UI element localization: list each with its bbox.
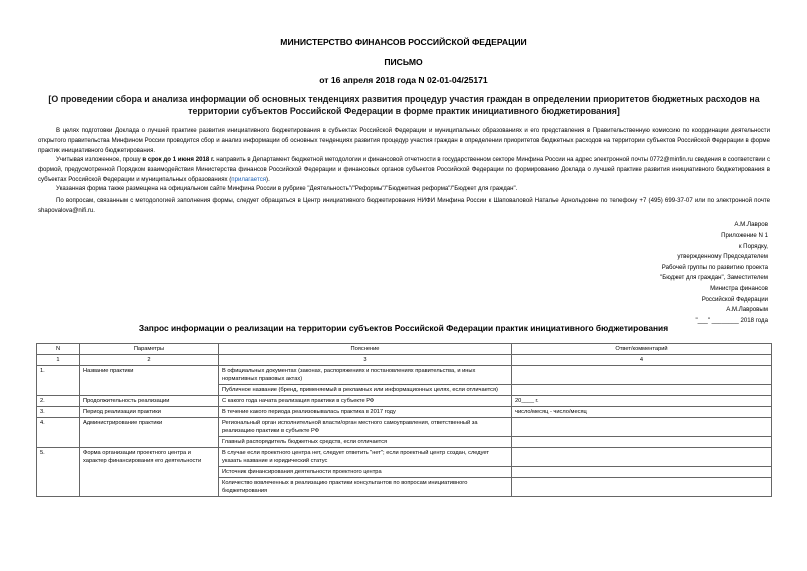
appendix-line: Российской Федерации [701, 295, 768, 303]
row-number: 3. [37, 407, 80, 418]
row-number: 2. [37, 396, 80, 407]
row-explanation: В случае если проектного центра нет, следует ответить "нет"; если проектный центр создан, следует указать название и юридический статус [219, 448, 512, 467]
paragraph-2 [38, 155, 770, 185]
row-explanation: Публичное название (бренд, применяемый в рекламных или информационных целях, если отличается) [219, 385, 512, 396]
information-request-table [36, 343, 772, 497]
appendix-line: Приложение N 1 [721, 232, 768, 239]
letter-subject: [О проведении сбора и анализа информации об основных тенденциях развития процедур участия граждан в определении приоритетов бюджетных расходов на территории субъектов Российской Федерации в форме практик инициативного бюджетирования] [48, 94, 760, 116]
row-answer [512, 467, 772, 478]
row-explanation: Источник финансирования деятельности проектного центра [219, 467, 512, 478]
row-answer [512, 385, 772, 396]
column-number-row [37, 355, 772, 366]
column-number: 4 [512, 355, 772, 366]
deadline-text: в срок до 1 июня 2018 г. [142, 156, 215, 163]
table-row [37, 366, 772, 385]
row-answer [512, 478, 772, 497]
appendix-block [598, 231, 768, 326]
appendix-line: к Порядку, [738, 242, 768, 250]
row-explanation: В официальных документах (законах, распоряжениях и постановлениях правительства, и иных нормативных правовых актах) [219, 366, 512, 385]
appendix-line: "Бюджет для граждан", Заместителем [660, 274, 768, 282]
paragraph-3: Указанная форма также размещена на официальном сайте Минфина России в рубрике "Деятельность"/"Реформы"/"Бюджетная реформа"/"Бюджет для граждан". [56, 185, 518, 192]
row-answer: число/месяц - число/месяц [512, 407, 772, 418]
ministry-heading: МИНИСТЕРСТВО ФИНАНСОВ РОССИЙСКОЙ ФЕДЕРАЦИИ [280, 37, 527, 47]
row-parameter: Администрирование практики [80, 418, 219, 448]
column-number: 1 [37, 355, 80, 366]
column-number: 3 [219, 355, 512, 366]
paragraph-4: По вопросам, связанным с методологией заполнения формы, следует обращаться в Центр инициативного бюджетирования НИФИ Минфина России к Шаповаловой Наталье Арнольдовне по телефону +7 (495) 699-37-07 или по электронной почте shapovalova@nifi.ru. [38, 197, 770, 214]
table-header-row [37, 344, 772, 355]
row-explanation: Региональный орган исполнительной власти/орган местного самоуправления, ответственный за реализацию практики в субъекте РФ [219, 418, 512, 437]
row-parameter: Форма организации проектного центра и характер финансирования его деятельности [80, 448, 219, 497]
column-header: Пояснение [219, 344, 512, 355]
paragraph-2-middle: направить в Департамент бюджетной методологии и финансовой отчетности в государственном секторе Минфина России на адрес электронной почты 0772@minfin.ru сведения в соответствии с формой, предусмотренной Порядком взаимодействия Министерства финансов Российской Федерации и финансовых органов субъектов Российской Федерации по формированию Доклада о лучшей практике развития инициативного бюджетирования в субъектах Российской Федерации и муниципальных образованиях ( [38, 156, 770, 183]
row-number: 5. [37, 448, 80, 497]
row-parameter: Название практики [80, 366, 219, 396]
row-number: 4. [37, 418, 80, 448]
appendix-line: Министра финансов [710, 284, 768, 292]
doc-type-heading: ПИСЬМО [384, 57, 423, 67]
paragraph-1: В целях подготовки Доклада о лучшей практике развития инициативного бюджетирования в субъектах Российской Федерации и муниципальных образованиях и его представления в Правительственную комиссию по координации деятельности открытого правительства Минфином России проводится сбор и анализ информации об основных тенденциях развития процедур участия граждан в определении приоритетов бюджетных расходов на территории субъектов Российской Федерации в форме практик инициативного бюджетирования. [38, 127, 770, 154]
row-answer [512, 418, 772, 437]
appendix-line: Рабочей группы по развитию проекта [661, 263, 768, 271]
column-header: Параметры [80, 344, 219, 355]
column-header: Ответ/комментарий [512, 344, 772, 355]
row-answer: 20____ г. [512, 396, 772, 407]
appendix-line: утвержденному Председателем [677, 253, 768, 261]
row-answer [512, 437, 772, 448]
column-number: 2 [80, 355, 219, 366]
appendix-line: "___" ________ 2018 года [695, 316, 768, 324]
table-row [37, 407, 772, 418]
row-answer [512, 366, 772, 385]
row-parameter: Продолжительность реализации [80, 396, 219, 407]
row-number: 1. [37, 366, 80, 396]
table-row [37, 448, 772, 467]
row-explanation: С какого года начата реализация практики в субъекте РФ [219, 396, 512, 407]
row-parameter: Период реализации практики [80, 407, 219, 418]
column-header: N [37, 344, 80, 355]
row-explanation: Главный распорядитель бюджетных средств, если отличается [219, 437, 512, 448]
paragraph-2-start: Учитывая изложенное, прошу [56, 156, 143, 163]
appendix-line: А.М.Лавровым [726, 306, 768, 314]
table-row [37, 418, 772, 437]
doc-date-heading: от 16 апреля 2018 года N 02-01-04/25171 [319, 75, 488, 85]
paragraph-2-end: ). [266, 176, 270, 183]
form-title: Запрос информации о реализации на территории субъектов Российской Федерации практик инициативного бюджетирования [138, 323, 669, 333]
attachment-link[interactable]: прилагается [231, 176, 267, 183]
signature: А.М.Лавров [734, 221, 768, 228]
row-answer [512, 448, 772, 467]
row-explanation: Количество вовлеченных в реализацию практики консультантов по вопросам инициативного бюджетирования [219, 478, 512, 497]
row-explanation: В течение какого периода реализовывалась практика в 2017 году [219, 407, 512, 418]
table-row [37, 396, 772, 407]
